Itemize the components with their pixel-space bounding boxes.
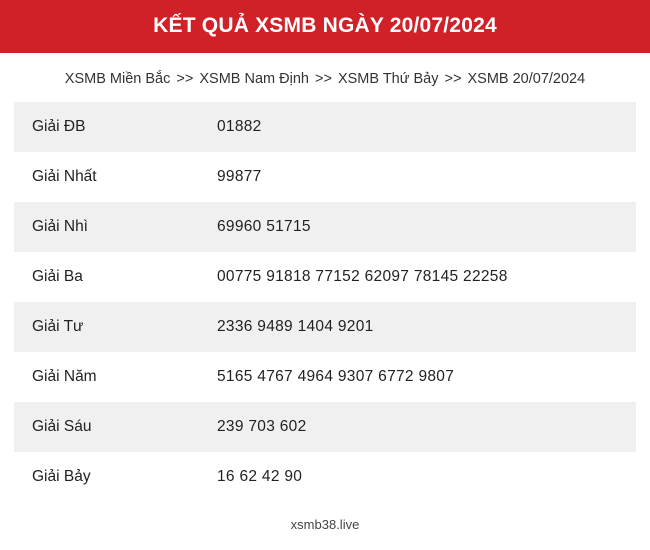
table-row	[14, 402, 636, 452]
breadcrumb	[0, 53, 650, 101]
prize-label: Giải Nhì	[32, 218, 88, 236]
prize-label: Giải Sáu	[32, 418, 92, 436]
breadcrumb-item-weekday[interactable]: XSMB Thứ Bảy	[337, 71, 439, 88]
prize-numbers: 00775 91818 77152 62097 78145 22258	[217, 268, 508, 286]
prize-numbers: 99877	[217, 168, 262, 186]
page-title: KẾT QUẢ XSMB NGÀY 20/07/2024	[153, 14, 497, 37]
site-name: xsmb38.live	[290, 517, 360, 532]
table-row	[14, 352, 636, 402]
prize-numbers: 01882	[217, 118, 262, 136]
breadcrumb-separator: >>	[315, 71, 332, 88]
breadcrumb-separator: >>	[176, 71, 194, 88]
prize-label: Giải ĐB	[32, 118, 86, 136]
table-row	[14, 152, 636, 202]
breadcrumb-item-date[interactable]: XSMB 20/07/2024	[467, 71, 586, 88]
prize-numbers: 239 703 602	[217, 418, 307, 436]
prize-label: Giải Tư	[32, 318, 84, 336]
prize-numbers: 69960 51715	[217, 218, 311, 236]
prize-numbers: 5165 4767 4964 9307 6772 9807	[217, 368, 455, 386]
prize-numbers: 2336 9489 1404 9201	[217, 318, 374, 336]
footer	[0, 503, 650, 550]
prize-label: Giải Ba	[32, 268, 83, 286]
table-row	[14, 452, 636, 502]
prize-label: Giải Năm	[32, 368, 97, 386]
results-table	[14, 101, 636, 502]
prize-label: Giải Nhất	[32, 168, 97, 186]
prize-numbers: 16 62 42 90	[217, 468, 303, 486]
table-row	[14, 302, 636, 352]
page-header	[0, 0, 650, 53]
table-row	[14, 202, 636, 252]
table-row	[14, 102, 636, 152]
breadcrumb-item-province[interactable]: XSMB Nam Định	[199, 71, 309, 88]
breadcrumb-separator: >>	[444, 71, 462, 88]
table-row	[14, 252, 636, 302]
prize-label: Giải Bảy	[32, 468, 91, 486]
breadcrumb-item-region[interactable]: XSMB Miền Bắc	[64, 71, 171, 88]
